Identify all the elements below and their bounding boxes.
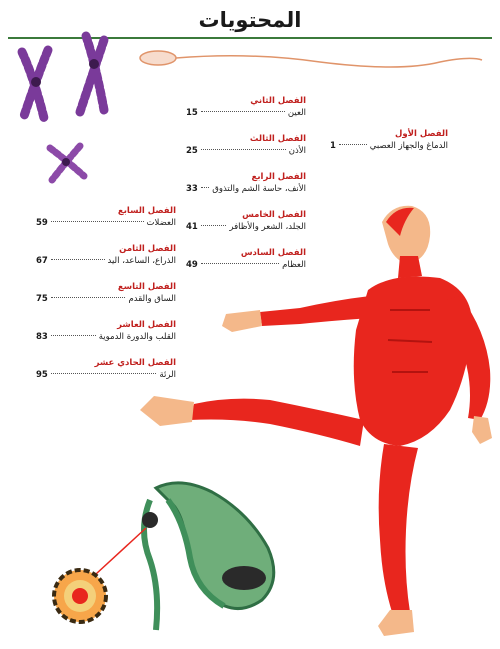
page-number: 83 (36, 332, 48, 342)
chapter-topic: الذراع، الساعد، اليد (107, 256, 176, 266)
toc-entry[interactable] (36, 205, 176, 229)
chapter-topic: الجلد، الشعر والأظافر (229, 222, 306, 232)
dot-leader (201, 149, 286, 150)
gallbladder-icon (96, 483, 274, 630)
dot-leader (51, 373, 157, 374)
toc-entry[interactable] (36, 319, 176, 343)
chapter-heading: الفصل الخامس (242, 210, 306, 220)
chapter-topic: العين (287, 108, 306, 118)
page-number: 25 (186, 146, 198, 156)
toc-entry[interactable] (186, 95, 306, 119)
chapter-heading: الفصل الرابع (251, 172, 306, 182)
chapter-heading: الفصل الحادي عشر (94, 358, 176, 368)
page-title: المحتويات (198, 8, 302, 32)
sperm-cell-icon (140, 51, 482, 67)
toc-entry[interactable] (36, 243, 176, 267)
chapter-topic: الأذن (288, 146, 306, 156)
toc-column-middle (186, 95, 306, 285)
chapter-heading: الفصل السادس (240, 248, 306, 258)
page-number: 33 (186, 184, 198, 194)
dot-leader (51, 221, 144, 222)
chapter-topic: الدماغ والجهاز العصبي (369, 141, 448, 151)
chapter-heading: الفصل السابع (117, 206, 176, 216)
toc-column-right (330, 128, 448, 166)
chapter-heading: الفصل الثامن (119, 244, 176, 254)
chapter-topic: العظام (282, 260, 306, 270)
chapter-heading: الفصل الأول (394, 129, 448, 139)
toc-entry[interactable] (186, 247, 306, 271)
chapter-heading: الفصل الثالث (249, 134, 306, 144)
chapter-topic: العضلات (146, 218, 176, 228)
chapter-topic: الرئة (159, 370, 176, 380)
page-number: 41 (186, 222, 198, 232)
page-number: 15 (186, 108, 198, 118)
dot-leader (339, 144, 367, 145)
dot-leader (201, 187, 209, 188)
chapter-topic: القلب والدورة الدموية (98, 332, 176, 342)
page-number: 1 (330, 141, 336, 151)
chapter-heading: الفصل العاشر (117, 320, 176, 330)
page-number: 49 (186, 260, 198, 270)
chapter-heading: الفصل الثاني (250, 96, 306, 106)
dot-leader (51, 259, 105, 260)
toc-column-left (36, 205, 176, 395)
dot-leader (201, 111, 285, 112)
dot-leader (51, 335, 96, 336)
chapter-topic: الساق والقدم (128, 294, 176, 304)
dot-leader (201, 263, 279, 264)
page-number: 75 (36, 294, 48, 304)
cell-cross-section-icon (54, 570, 106, 622)
dot-leader (201, 225, 227, 226)
page-number: 67 (36, 256, 48, 266)
page-number: 59 (36, 218, 48, 228)
toc-entry[interactable] (186, 209, 306, 233)
toc-entry[interactable] (36, 281, 176, 305)
page-number: 95 (36, 370, 48, 380)
toc-entry[interactable] (186, 133, 306, 157)
chapter-topic: الأنف، حاسة الشم والتذوق (212, 184, 306, 194)
toc-entry[interactable] (186, 171, 306, 195)
chromosome-icon (22, 36, 104, 118)
toc-entry[interactable] (330, 128, 448, 152)
dot-leader (51, 297, 126, 298)
toc-entry[interactable] (36, 357, 176, 381)
chapter-heading: الفصل التاسع (117, 282, 176, 292)
